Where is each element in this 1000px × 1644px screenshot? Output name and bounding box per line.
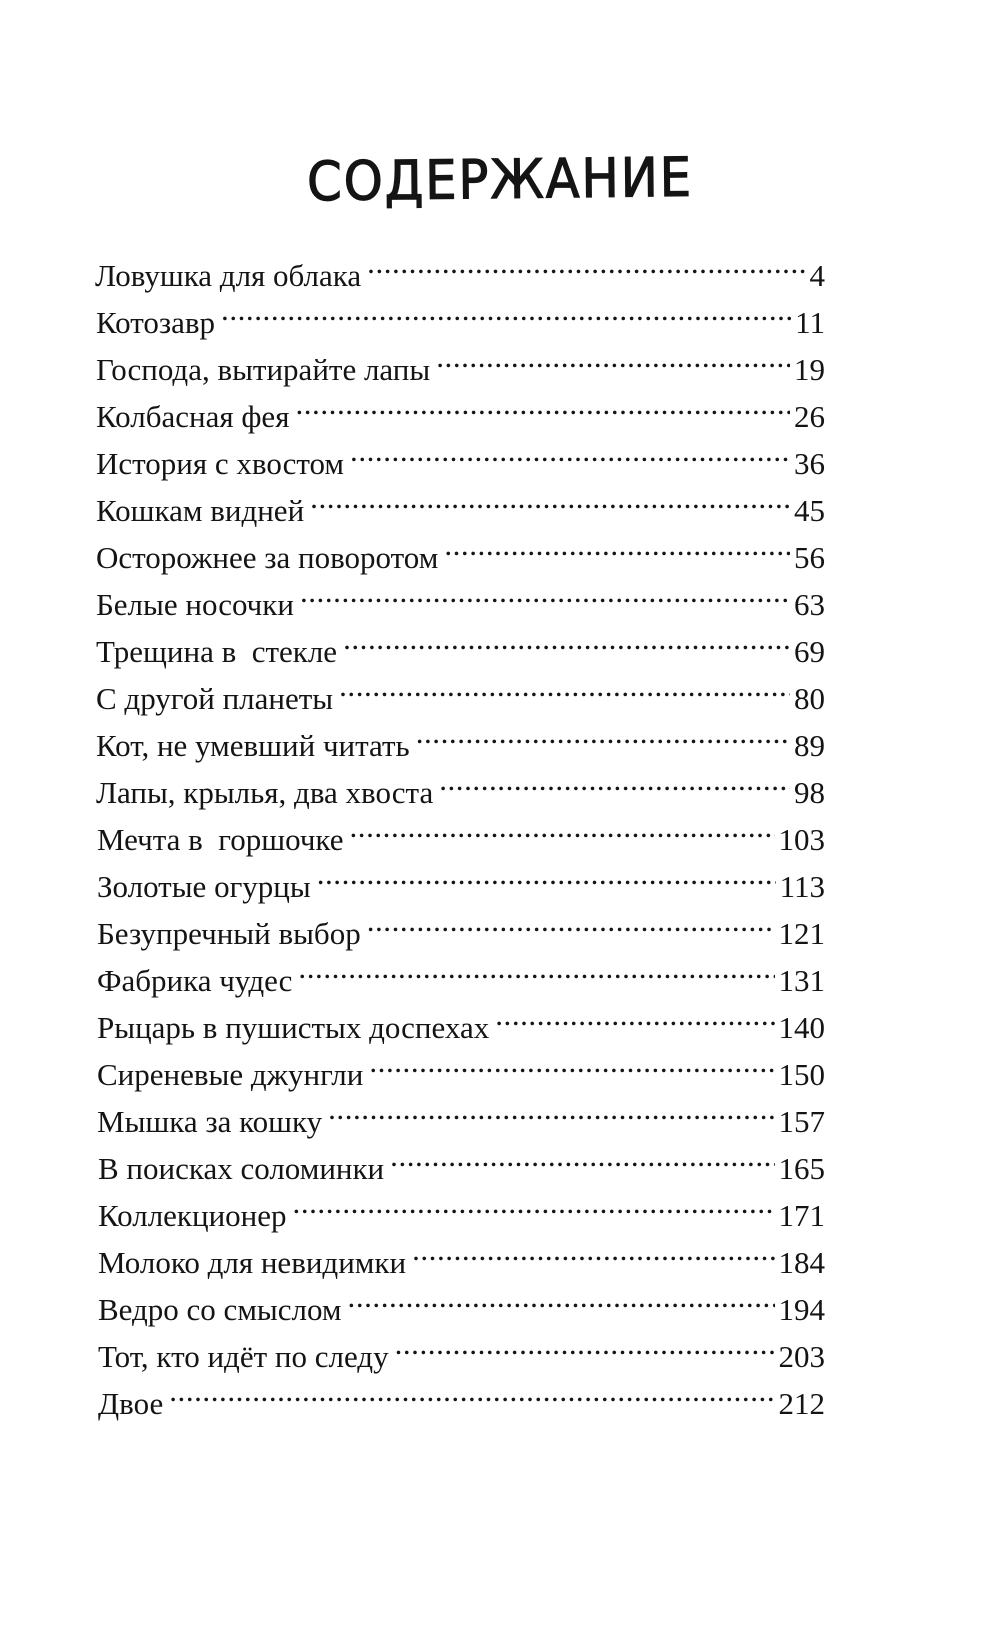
toc-entry-title: Ловушка для облака bbox=[95, 258, 362, 293]
toc-entry-title: Рыцарь в пушистых доспехах bbox=[97, 1010, 490, 1045]
toc-entry-page: 11 bbox=[795, 305, 825, 340]
toc-entry-page: 212 bbox=[778, 1386, 825, 1421]
toc-entry[interactable] bbox=[96, 381, 825, 434]
toc-entry[interactable] bbox=[98, 1133, 825, 1186]
toc-entry-page: 98 bbox=[794, 775, 825, 810]
toc-entry[interactable] bbox=[97, 992, 825, 1045]
toc-entry-page: 89 bbox=[794, 728, 825, 763]
dot-leader bbox=[221, 287, 791, 333]
toc-entry-title: Осторожнее за поворотом bbox=[96, 540, 439, 575]
dot-leader bbox=[328, 1086, 774, 1132]
dot-leader bbox=[495, 992, 774, 1038]
toc-entry-page: 56 bbox=[794, 540, 825, 575]
dot-leader bbox=[416, 710, 790, 756]
toc-entry-page: 63 bbox=[794, 587, 825, 622]
toc-entry-title: Фабрика чудес bbox=[97, 963, 293, 998]
toc-entry[interactable] bbox=[96, 475, 825, 528]
dot-leader bbox=[349, 804, 774, 850]
toc-entry[interactable] bbox=[96, 334, 825, 387]
dot-leader bbox=[390, 1133, 774, 1179]
toc-entry-page: 150 bbox=[778, 1057, 825, 1092]
toc-entry[interactable] bbox=[96, 616, 825, 669]
toc-entry[interactable] bbox=[98, 1321, 825, 1374]
dot-leader bbox=[169, 1368, 774, 1414]
toc-entry[interactable] bbox=[97, 945, 825, 998]
toc-entry-page: 45 bbox=[794, 493, 825, 528]
toc-entry[interactable] bbox=[97, 898, 825, 951]
toc-entry-page: 4 bbox=[809, 258, 825, 293]
toc-entry-title: Колбасная фея bbox=[96, 399, 290, 434]
toc-entry-title: Господа, вытирайте лапы bbox=[96, 352, 431, 387]
toc-entry-title: Лапы, крылья, два хвоста bbox=[96, 775, 434, 810]
toc-entry[interactable] bbox=[98, 1227, 825, 1280]
dot-leader bbox=[367, 240, 805, 286]
toc-entry-title: Мечта в горшочке bbox=[97, 822, 344, 857]
dot-leader bbox=[298, 945, 774, 991]
toc-entry-title: Тот, кто идёт по следу bbox=[98, 1339, 389, 1374]
toc-entry-page: 171 bbox=[778, 1198, 825, 1233]
page-title: СОДЕРЖАНИЕ bbox=[306, 145, 694, 214]
toc-entry[interactable] bbox=[98, 1274, 825, 1327]
toc-entry-title: Молоко для невидимки bbox=[98, 1245, 407, 1280]
toc-entry[interactable] bbox=[98, 1368, 825, 1421]
toc-entry-page: 157 bbox=[778, 1104, 825, 1139]
dot-leader bbox=[367, 898, 775, 944]
dot-leader bbox=[444, 522, 790, 568]
toc-entry-title: Двое bbox=[98, 1386, 164, 1421]
toc-entry[interactable] bbox=[97, 804, 825, 857]
toc-entry[interactable] bbox=[96, 287, 825, 340]
dot-leader bbox=[295, 381, 790, 427]
toc-entry-title: Золотые огурцы bbox=[97, 869, 311, 904]
toc-entry-title: История с хвостом bbox=[96, 446, 345, 481]
toc-entry-page: 194 bbox=[778, 1292, 825, 1327]
toc-entry-title: Котозавр bbox=[96, 305, 216, 340]
dot-leader bbox=[412, 1227, 774, 1273]
table-of-contents bbox=[0, 240, 1000, 1490]
dot-leader bbox=[439, 757, 790, 803]
toc-entry-title: Безупречный выбор bbox=[97, 916, 361, 951]
dot-leader bbox=[369, 1039, 774, 1085]
toc-entry-page: 184 bbox=[778, 1245, 825, 1280]
toc-entry[interactable] bbox=[96, 710, 825, 763]
toc-entry[interactable] bbox=[96, 663, 825, 716]
dot-leader bbox=[317, 851, 776, 897]
dot-leader bbox=[293, 1180, 775, 1226]
dot-leader bbox=[350, 428, 790, 474]
toc-entry-page: 140 bbox=[778, 1010, 825, 1045]
toc-entry[interactable] bbox=[97, 1039, 825, 1092]
toc-entry-title: Трещина в стекле bbox=[96, 634, 338, 669]
toc-entry-page: 80 bbox=[794, 681, 825, 716]
toc-entry[interactable] bbox=[96, 569, 825, 622]
toc-entry-title: Коллекционер bbox=[98, 1198, 287, 1233]
toc-entry-title: В поисках соломинки bbox=[98, 1151, 385, 1186]
dot-leader bbox=[343, 616, 790, 662]
dot-leader bbox=[300, 569, 790, 615]
dot-leader bbox=[436, 334, 790, 380]
toc-entry-page: 131 bbox=[778, 963, 825, 998]
dot-leader bbox=[348, 1274, 775, 1320]
toc-entry[interactable] bbox=[97, 851, 825, 904]
toc-entry-title: Кот, не умевший читать bbox=[96, 728, 410, 763]
toc-entry[interactable] bbox=[97, 1086, 825, 1139]
toc-entry-page: 121 bbox=[778, 916, 825, 951]
toc-entry[interactable] bbox=[96, 757, 825, 810]
toc-entry-page: 69 bbox=[794, 634, 825, 669]
toc-entry-page: 103 bbox=[778, 822, 825, 857]
toc-entry[interactable] bbox=[96, 428, 825, 481]
toc-entry-page: 165 bbox=[778, 1151, 825, 1186]
toc-entry-page: 26 bbox=[794, 399, 825, 434]
toc-entry-page: 19 bbox=[794, 352, 825, 387]
toc-entry-page: 36 bbox=[794, 446, 825, 481]
toc-entry-title: Мышка за кошку bbox=[97, 1104, 323, 1139]
toc-entry[interactable] bbox=[95, 240, 825, 293]
dot-leader bbox=[310, 475, 790, 521]
toc-entry[interactable] bbox=[98, 1180, 825, 1233]
dot-leader bbox=[339, 663, 790, 709]
dot-leader bbox=[395, 1321, 775, 1367]
toc-entry-page: 203 bbox=[778, 1339, 825, 1374]
toc-entry-title: Белые носочки bbox=[96, 587, 294, 622]
toc-entry-title: Кошкам видней bbox=[96, 493, 305, 528]
toc-entry-title: Ведро со смыслом bbox=[98, 1292, 342, 1327]
toc-entry-title: Сиреневые джунгли bbox=[97, 1057, 364, 1092]
toc-entry-title: С другой планеты bbox=[96, 681, 334, 716]
toc-entry-page: 113 bbox=[779, 869, 825, 904]
toc-entry[interactable] bbox=[96, 522, 825, 575]
